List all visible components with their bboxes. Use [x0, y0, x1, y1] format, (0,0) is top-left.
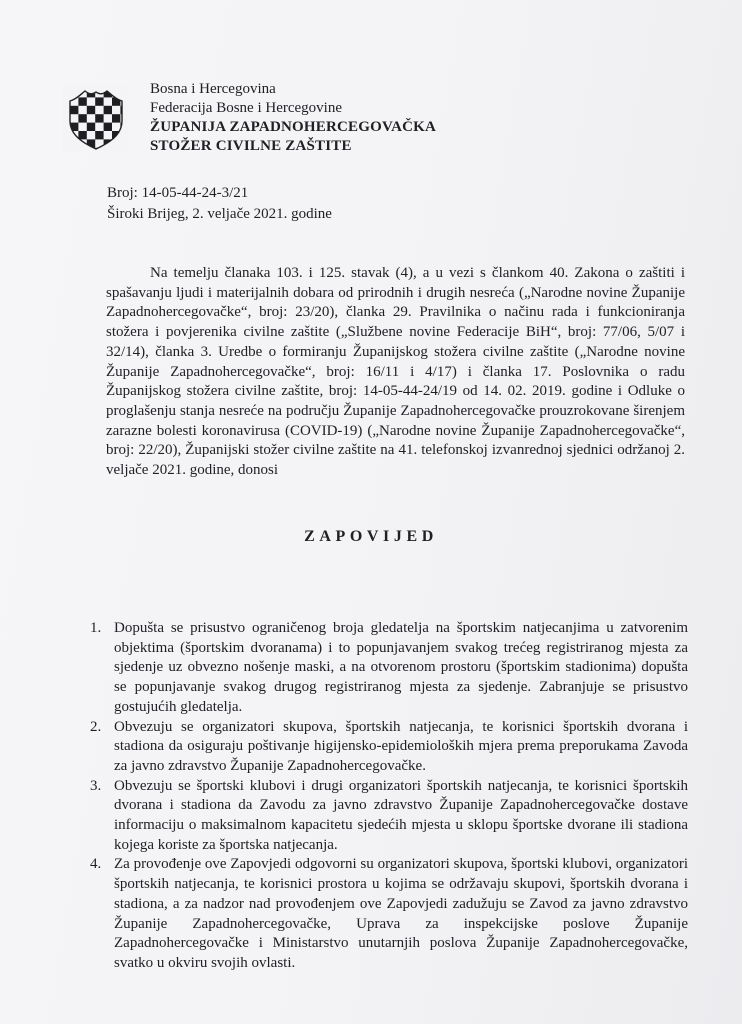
letterhead-federation: Federacija Bosne i Hercegovine [150, 100, 343, 116]
document-title: ZAPOVIJED [304, 528, 438, 545]
item-number: 1. [90, 620, 102, 636]
item-number: 3. [90, 777, 102, 794]
reference-block [107, 183, 332, 225]
item-number: 2. [90, 718, 102, 735]
list-item [90, 619, 688, 718]
checkered-coat-of-arms-icon [63, 85, 129, 151]
item-text: Dopušta se prisustvo ograničenog broja gledatelja na športskim natjecanjima u zatvorenim objektima (športskim dvoranama) i to popunjavanjem svakog trećeg registriranog mjesta za sjedenje uz obvezno nošenje maski, a na otvorenom prostoru (športskim stadionima) dopušta se popunjavanje svakog drugog registriranog mjesta za sjedenje. Zabranjuje se prisustvo gostujućih gledatelja. [114, 620, 688, 715]
list-item [90, 855, 688, 973]
reference-number: Broj: 14-05-44-24-3/21 [107, 185, 249, 201]
letterhead-county: ŽUPANIJA ZAPADNOHERCEGOVAČKA [150, 119, 437, 135]
place-date: Široki Brijeg, 2. veljače 2021. godine [107, 206, 332, 222]
item-number: 4. [90, 856, 102, 873]
order-items-list [90, 619, 688, 974]
item-text: Obvezuju se organizatori skupova, športskih natjecanja, te korisnici športskih dvorana i stadiona da osiguraju poštivanje higijensko-epidemioloških mjera prema preporukama Zavoda za javno zdravstvo Županije Zapadnohercegovačke. [114, 718, 688, 774]
list-item [90, 777, 688, 856]
preamble-paragraph: Na temelju članaka 103. i 125. stavak (4), a u vezi s člankom 40. Zakona o zaštiti i spašavanju ljudi i materijalnih dobara od prirodnih i drugih nesreća („Narodne novine Županije Zapadnohercegovačke“, broj: 23/20), članka 29. Pravilnika o načinu rada i funkcioniranja stožera i povjerenika civilne zaštite („Službene novine Federacije BiH“, broj: 77/06, 5/07 i 32/14), članka 3. Uredbe o formiranju Županijskog stožera civilne zaštite („Narodne novine Županije Zapadnohercegovačke“, broj: 16/11 i 4/17) i članka 17. Poslovnika o radu Županijskog stožera civilne zaštite, broj: 14-05-44-24/19 od 14. 02. 2019. godine i Odluke o proglašenju stanja nesreće na području Županije Zapadnohercegovačke prouzrokovane širenjem zarazne bolesti koronavirusa (COVID-19) („Narodne novine Županije Zapadnohercegovačke“, broj: 22/20), Županijski stožer civilne zaštite na 41. telefonskoj izvanrednoj sjednici održanoj 2. veljače 2021. godine, donosi [106, 265, 685, 479]
letterhead-country: Bosna i Hercegovina [150, 81, 276, 97]
item-text: Za provođenje ove Zapovjedi odgovorni su organizatori skupova, športski klubovi, organizatori športskih natjecanja, te korisnici prostora u kojima se održavaju skupovi, športskih dvorana i stadiona, a za nadzor nad provođenjem ove Zapovjedi zadužuju se Zavod za javno zdravstvo Županije Zapadnohercegovačke, Uprava za inspekcijske poslove Županije Zapadnohercegovačke i Ministarstvo unutarnjih poslova Županije Zapadnohercegovačke, svatko u okviru svojih ovlasti. [114, 856, 688, 971]
letterhead-office: STOŽER CIVILNE ZAŠTITE [150, 138, 352, 154]
list-item [90, 718, 688, 777]
item-text: Obvezuju se športski klubovi i drugi organizatori športskih natjecanja, te korisnici športskih dvorana i stadiona da Zavodu za javno zdravstvo Županije Zapadnohercegovačke dostave informaciju o maksimalnom kapacitetu sjedećih mjesta u sklopu športske dvorane ili stadiona kojega koriste za športska natjecanja. [114, 777, 688, 853]
letterhead [150, 80, 436, 156]
